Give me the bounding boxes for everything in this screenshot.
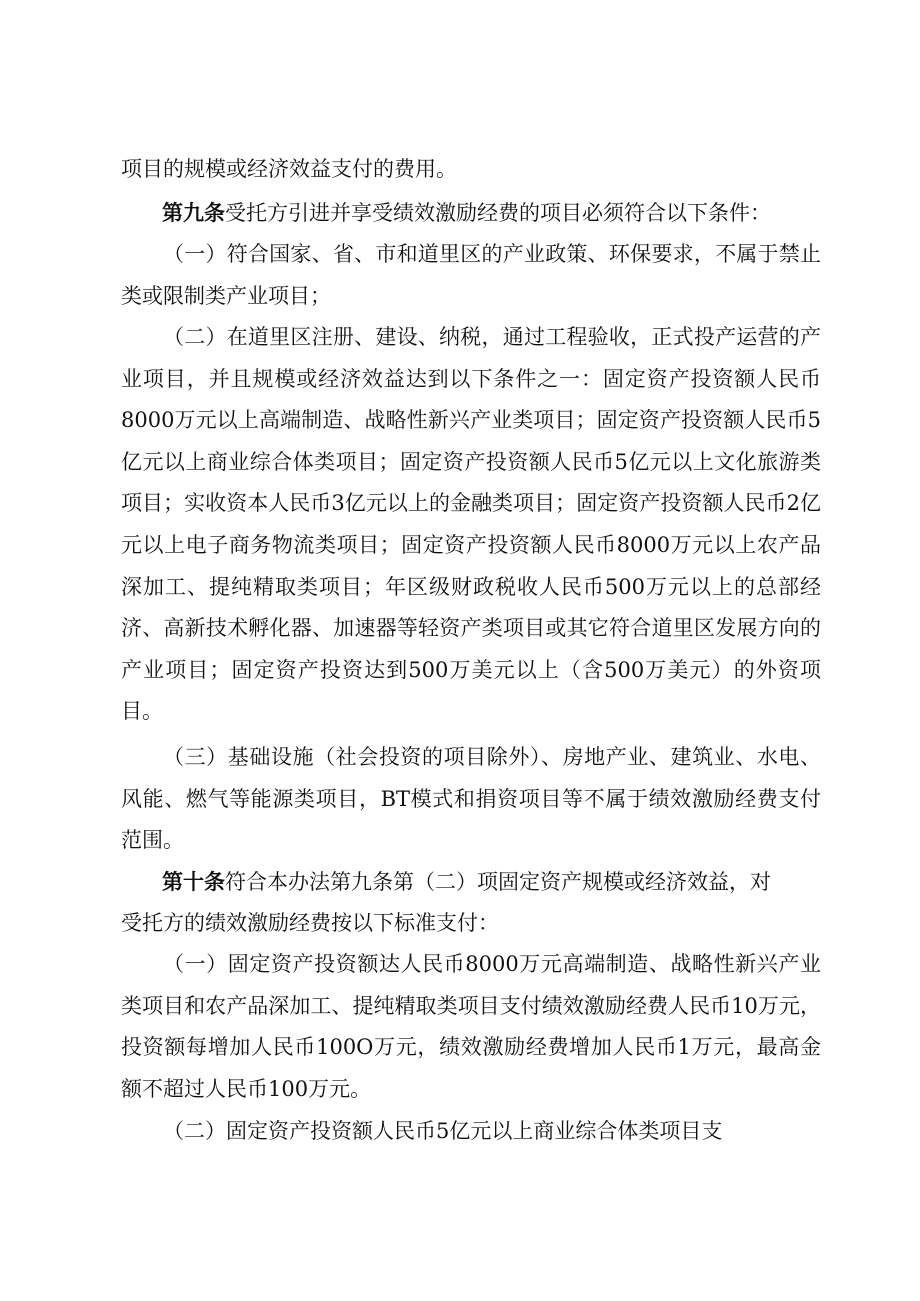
article-9-text: 受托方引进并享受绩效激励经费的项目必须符合以下条件：: [225, 201, 771, 225]
article-10-text: 符合本办法第九条第（二）项固定资产规模或经济效益，对: [225, 870, 771, 894]
article-9-label: 第九条: [162, 200, 225, 225]
article-10-heading: [162, 861, 771, 904]
opening-line: 项目的规模或经济效益支付的费用。: [121, 157, 457, 181]
article-9-item-1: （一）符合国家、省、市和道里区的产业政策、环保要求，不属于禁止类或限制类产业项目；: [121, 242, 821, 308]
article-10-label: 第十条: [162, 869, 225, 894]
article-9-item-3: （三）基础设施（社会投资的项目除外）、房地产业、建筑业、水电、风能、燃气等能源类项目，BT模式和捐资项目等不属于绩效激励经费支付范围。: [121, 745, 821, 853]
article-9-item-2: （二）在道里区注册、建设、纳税，通过工程验收，正式投产运营的产业项目，并且规模或经济效益达到以下条件之一：固定资产投资额人民币8000万元以上高端制造、战略性新兴产业类项目；固定资产投资额人民币5亿元以上商业综合体类项目；固定资产投资额人民币5亿元以上文化旅游类项目；实收资本人民币3亿元以上的金融类项目；固定资产投资额人民币2亿元以上电子商务物流类项目；固定资产投资额人民币8000万元以上农产品深加工、提纯精取类项目；年区级财政税收人民币500万元以上的总部经济、高新技术孵化器、加速器等轻资产类项目或其它符合道里区发展方向的产业项目；固定资产投资达到500万美元以上（含500万美元）的外资项目。: [121, 325, 821, 724]
article-10-item-2: （二）固定资产投资额人民币5亿元以上商业综合体类项目支: [163, 1119, 723, 1143]
article-10-item-1: （一）固定资产投资额达人民币8000万元高端制造、战略性新兴产业类项目和农产品深加工、提纯精取类项目支付绩效激励经费人民币10万元，投资额每增加人民币100O万元，绩效激励经费增加人民币1万元，最高金额不超过人民币100万元。: [121, 952, 821, 1101]
article-9-heading: [162, 192, 771, 235]
article-10-continuation: 受托方的绩效激励经费按以下标准支付：: [121, 911, 499, 935]
